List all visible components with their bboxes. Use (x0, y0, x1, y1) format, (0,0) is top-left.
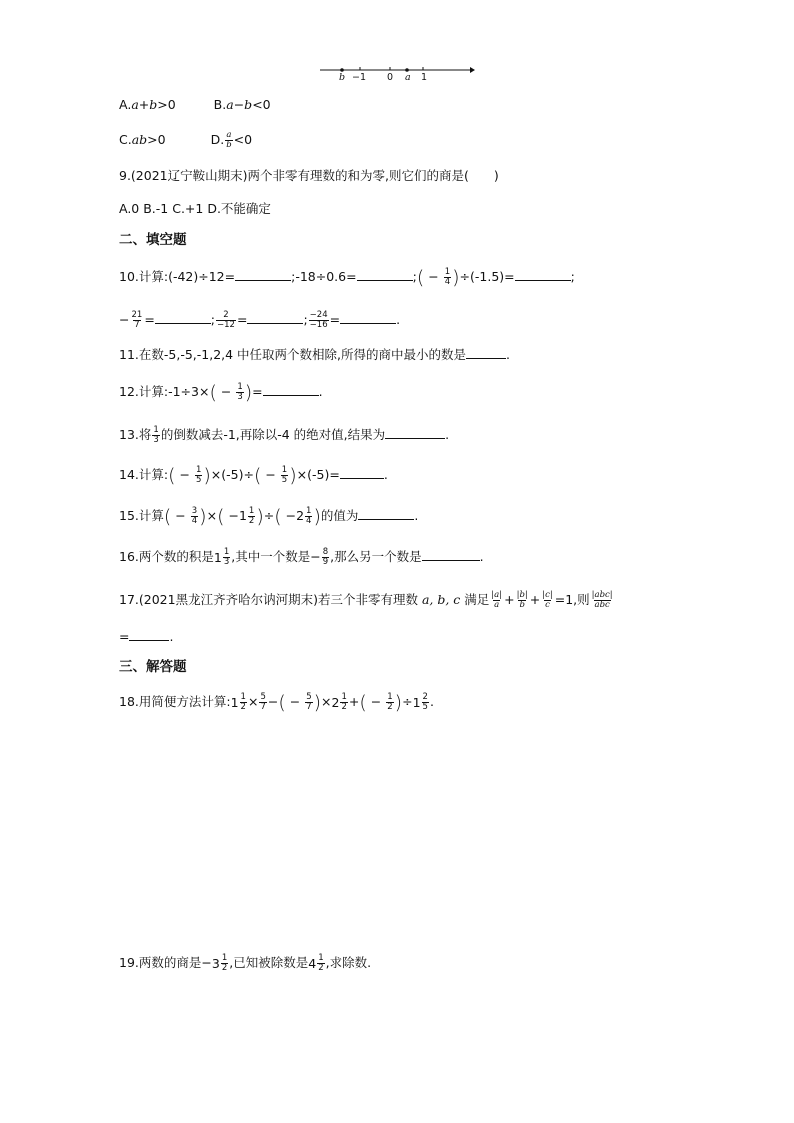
answer-blank[interactable] (235, 266, 291, 281)
answer-blank[interactable] (385, 424, 445, 439)
label-one: 1 (421, 72, 428, 83)
q17-answer-line: = . (119, 626, 173, 646)
answer-blank[interactable] (340, 464, 384, 479)
q11: 11.在数-5,-5,-1,2,4 中任取两个数相除,所得的商中最小的数是 . (119, 344, 510, 364)
label-a: a (405, 72, 411, 83)
answer-blank[interactable] (263, 381, 319, 396)
q8-options-row2 (119, 131, 252, 150)
q13: 13.将 $\frac{1}{3}$ 的倒数减去-1,再除以-4 的绝对值,结果为 . (119, 425, 450, 445)
q15: 15.计算( − $\frac{3}{4}$ )×( −1 $\frac{1}{2}$ )÷( −2 $\frac{1}{4}$ )的值为 . (119, 505, 419, 528)
option-c[interactable]: C.ab>0 (119, 132, 166, 147)
answer-blank[interactable] (466, 344, 506, 359)
answer-blank[interactable] (247, 309, 303, 324)
q12: 12.计算:-1÷3×( − $\frac{1}{3}$ )= . (119, 381, 323, 404)
q17: 17.(2021黑龙江齐齐哈尔讷河期末)若三个非零有理数 a, b, c 满足 $\frac{|a|}{a}$ + $\frac{|b|}{b}$ + $\frac{|c|}{c}$ =1,则 $\frac{\text{|abc|}}{\text{abc}}$ (119, 590, 613, 610)
q19: 19.两数的商是− 3 $\frac{1}{2}$ ,已知被除数是 4 $\frac{1}{2}$ ,求除数. (119, 953, 372, 973)
q9-options[interactable]: A.0 B.-1 C.+1 D.不能确定 (119, 201, 271, 216)
answer-blank[interactable] (358, 505, 414, 520)
answer-blank[interactable] (515, 266, 571, 281)
q10-line1: 10.计算:(-42)÷12= ;-18÷0.6= ;( − $\frac{1}{4}$ )÷(-1.5)= ; (119, 266, 575, 289)
q8-options-row1 (119, 96, 271, 114)
section-solve-title: 三、解答题 (119, 659, 187, 675)
q18: 18.用简便方法计算: 1 $\frac{1}{2}$ × $\frac{5}{7}$ −( − $\frac{5}{7}$ )× 2 $\frac{1}{2}$ +( − $\frac{1}{2}$ )÷ 1 $\frac{2}{5}$ . (119, 691, 434, 714)
option-a[interactable]: A.a+b>0 (119, 97, 176, 112)
q10-line2: − $\frac{21}{7}$ = ; $\frac{2}{-12}$ = ; $\frac{-24}{-16}$ = . (119, 310, 401, 330)
q9-question: 9.(2021辽宁鞍山期末)两个非零有理数的和为零,则它们的商是( ) (119, 168, 499, 183)
label-b: b (339, 72, 346, 83)
label-zero: 0 (387, 72, 394, 83)
answer-blank[interactable] (340, 309, 396, 324)
section-fill-blank-title: 二、填空题 (119, 232, 187, 248)
q16: 16.两个数的积是 1 $\frac{1}{3}$ ,其中一个数是− $\frac{8}{9}$ ,那么另一个数是 . (119, 547, 484, 567)
number-line-arrow (470, 67, 475, 73)
answer-blank[interactable] (422, 546, 480, 561)
option-d[interactable]: D. $\frac{a}{b}$ <0 (210, 130, 253, 150)
label-minus-one: −1 (352, 72, 367, 83)
answer-blank[interactable] (357, 266, 413, 281)
answer-blank[interactable] (155, 309, 211, 324)
option-b[interactable]: B.a−b<0 (213, 97, 271, 112)
answer-blank[interactable] (129, 626, 169, 641)
q14: 14.计算:( − $\frac{1}{5}$ )×(-5)÷( − $\frac{1}{5}$ )×(-5)= . (119, 464, 388, 487)
